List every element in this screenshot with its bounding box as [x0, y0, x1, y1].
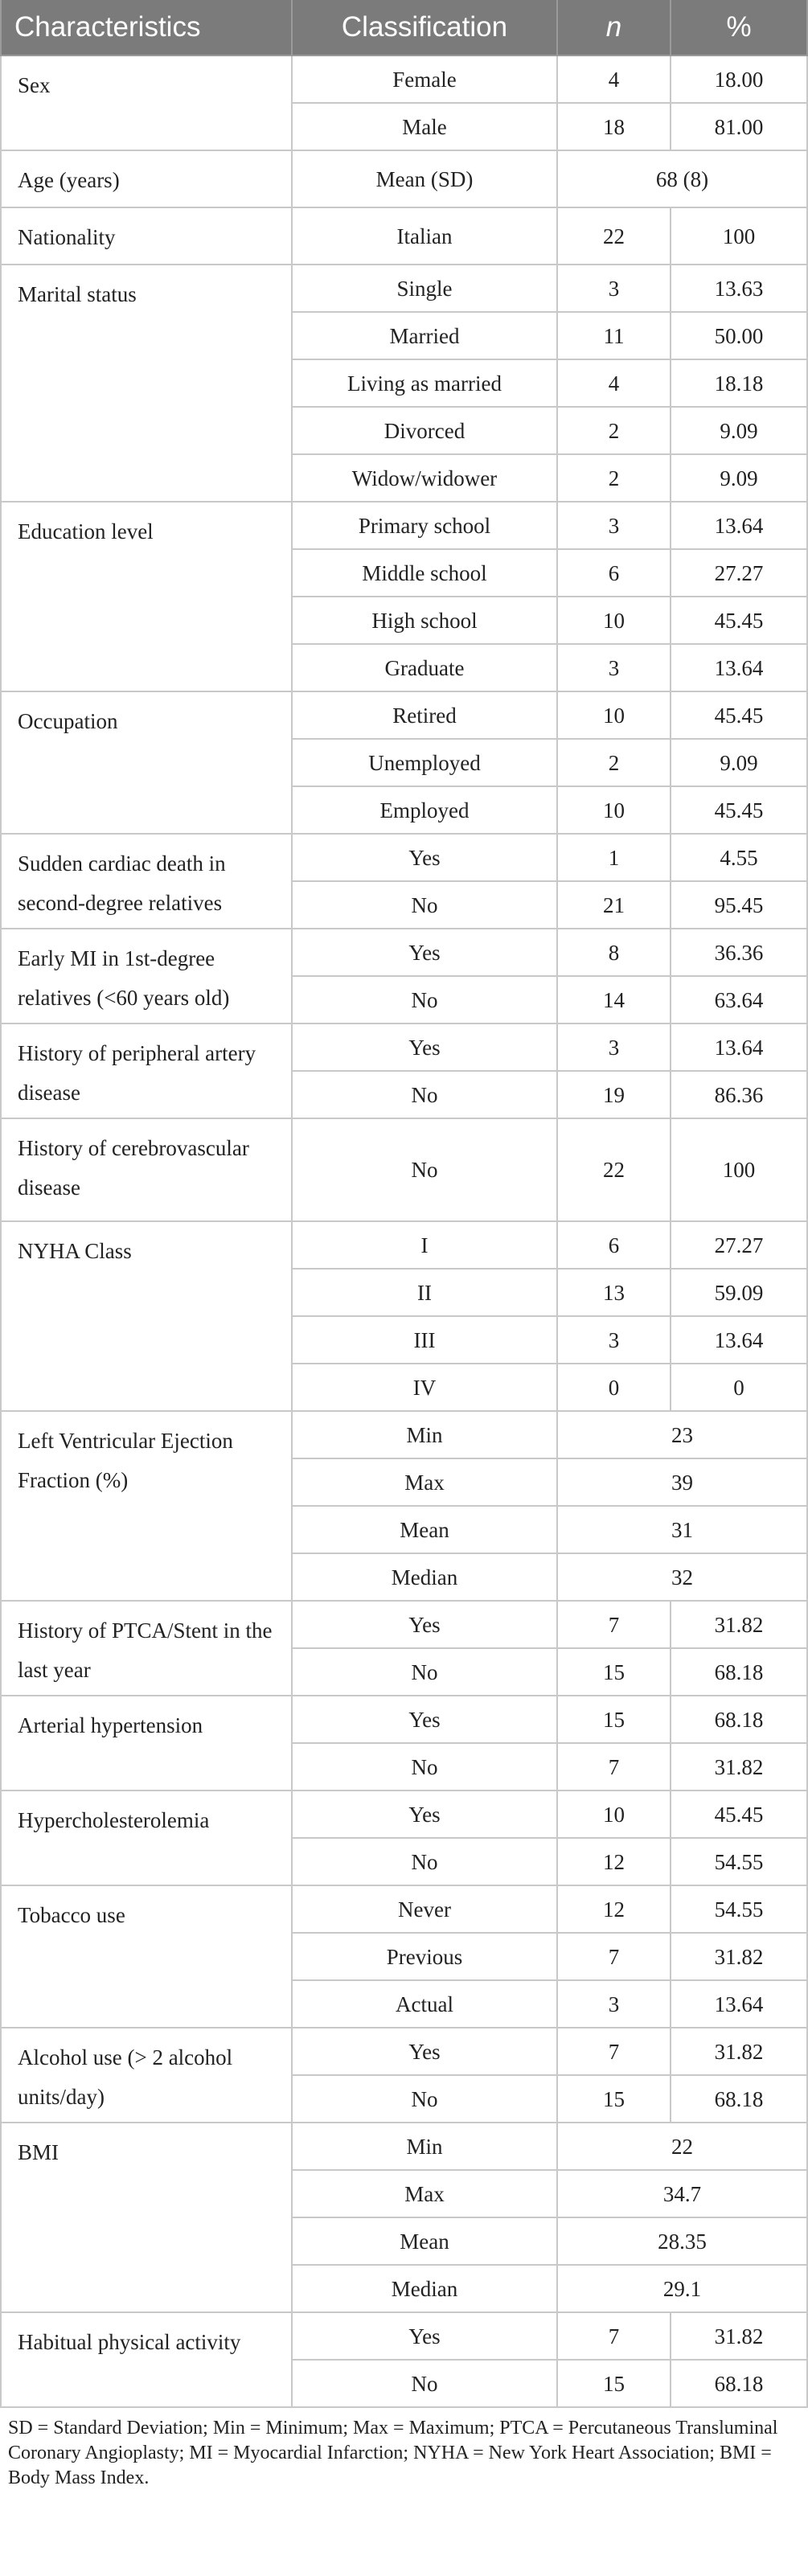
classification-cell: Retired [292, 691, 557, 739]
n-cell: 15 [557, 2075, 671, 2123]
classification-cell: Yes [292, 1790, 557, 1838]
n-cell: 4 [557, 359, 671, 407]
characteristic-label: Occupation [1, 691, 292, 834]
classification-cell: III [292, 1316, 557, 1364]
n-cell: 7 [557, 1601, 671, 1648]
classification-cell: Mean [292, 2217, 557, 2265]
classification-cell: IV [292, 1364, 557, 1411]
classification-cell: High school [292, 597, 557, 644]
merged-value-cell: 31 [557, 1506, 807, 1553]
n-cell: 22 [557, 207, 671, 265]
table-row [1, 55, 807, 103]
n-cell: 10 [557, 786, 671, 834]
characteristic-label: Age (years) [1, 150, 292, 207]
percent-cell: 18.00 [671, 55, 807, 103]
classification-cell: No [292, 2360, 557, 2407]
n-cell: 0 [557, 1364, 671, 1411]
table-row [1, 691, 807, 739]
characteristic-label: Habitual physical activity [1, 2312, 292, 2407]
table-row [1, 265, 807, 312]
merged-value-cell: 39 [557, 1458, 807, 1506]
percent-cell: 13.64 [671, 502, 807, 549]
n-cell: 12 [557, 1838, 671, 1885]
percent-cell: 31.82 [671, 1933, 807, 1980]
characteristic-label: NYHA Class [1, 1221, 292, 1411]
table-row [1, 1601, 807, 1648]
classification-cell: Widow/widower [292, 454, 557, 502]
percent-cell: 13.64 [671, 644, 807, 691]
n-cell: 3 [557, 1316, 671, 1364]
classification-cell: Female [292, 55, 557, 103]
characteristic-label: Sudden cardiac death in second-degree relatives [1, 834, 292, 929]
classification-cell: No [292, 1838, 557, 1885]
percent-cell: 31.82 [671, 2028, 807, 2075]
n-cell: 7 [557, 2312, 671, 2360]
table-footnote: SD = Standard Deviation; Min = Minimum; Max = Maximum; PTCA = Percutaneous Transluminal Coronary Angioplasty; MI = Myocardial Infarction; NYHA = New York Heart Association; BMI = Body Mass Index. [8, 2418, 778, 2488]
classification-cell: Married [292, 312, 557, 359]
table-row [1, 1885, 807, 1933]
characteristic-label: History of PTCA/Stent in the last year [1, 1601, 292, 1696]
n-cell: 6 [557, 549, 671, 597]
n-cell: 10 [557, 597, 671, 644]
classification-cell: Yes [292, 2028, 557, 2075]
classification-cell: Middle school [292, 549, 557, 597]
n-cell: 22 [557, 1118, 671, 1221]
n-cell: 10 [557, 691, 671, 739]
classification-cell: Male [292, 103, 557, 150]
n-cell: 7 [557, 2028, 671, 2075]
percent-cell: 81.00 [671, 103, 807, 150]
merged-value-cell: 68 (8) [557, 150, 807, 207]
classification-cell: Divorced [292, 407, 557, 454]
percent-cell: 45.45 [671, 1790, 807, 1838]
table-row [1, 2028, 807, 2075]
percent-cell: 63.64 [671, 976, 807, 1023]
classification-cell: Min [292, 1411, 557, 1458]
percent-cell: 59.09 [671, 1269, 807, 1316]
percent-cell: 9.09 [671, 407, 807, 454]
merged-value-cell: 23 [557, 1411, 807, 1458]
percent-cell: 18.18 [671, 359, 807, 407]
header-classification: Classification [292, 0, 557, 55]
characteristic-label: Nationality [1, 207, 292, 265]
percent-cell: 50.00 [671, 312, 807, 359]
table-row [1, 1023, 807, 1071]
percent-cell: 31.82 [671, 2312, 807, 2360]
n-cell: 7 [557, 1743, 671, 1790]
classification-cell: Max [292, 1458, 557, 1506]
percent-cell: 86.36 [671, 1071, 807, 1118]
n-cell: 21 [557, 881, 671, 929]
header-n: n [557, 0, 671, 55]
table-header [1, 0, 807, 55]
table-body [1, 55, 807, 2407]
characteristic-label: Marital status [1, 265, 292, 502]
table-row [1, 2123, 807, 2170]
classification-cell: I [292, 1221, 557, 1269]
characteristic-label: Education level [1, 502, 292, 691]
characteristic-label: Tobacco use [1, 1885, 292, 2028]
percent-cell: 13.64 [671, 1980, 807, 2028]
classification-cell: Mean (SD) [292, 150, 557, 207]
classification-cell: No [292, 1648, 557, 1696]
n-cell: 15 [557, 2360, 671, 2407]
classification-cell: Yes [292, 929, 557, 976]
percent-cell: 45.45 [671, 597, 807, 644]
n-cell: 18 [557, 103, 671, 150]
classification-cell: Employed [292, 786, 557, 834]
header-characteristics: Characteristics [1, 0, 292, 55]
table-row [1, 834, 807, 881]
n-cell: 13 [557, 1269, 671, 1316]
header-row [1, 0, 807, 55]
characteristic-label: Hypercholesterolemia [1, 1790, 292, 1885]
merged-value-cell: 28.35 [557, 2217, 807, 2265]
classification-cell: Unemployed [292, 739, 557, 786]
classification-cell: Previous [292, 1933, 557, 1980]
table-row [1, 1221, 807, 1269]
classification-cell: No [292, 1118, 557, 1221]
percent-cell: 31.82 [671, 1743, 807, 1790]
n-cell: 12 [557, 1885, 671, 1933]
percent-cell: 9.09 [671, 454, 807, 502]
percent-cell: 95.45 [671, 881, 807, 929]
percent-cell: 68.18 [671, 1696, 807, 1743]
n-cell: 14 [557, 976, 671, 1023]
n-cell: 3 [557, 1023, 671, 1071]
table-row [1, 150, 807, 207]
table-row [1, 1696, 807, 1743]
characteristic-label: Arterial hypertension [1, 1696, 292, 1790]
classification-cell: Mean [292, 1506, 557, 1553]
classification-cell: Yes [292, 834, 557, 881]
classification-cell: No [292, 2075, 557, 2123]
table-row [1, 929, 807, 976]
classification-cell: No [292, 1071, 557, 1118]
classification-cell: Median [292, 2265, 557, 2312]
characteristic-label: History of cerebrovascular disease [1, 1118, 292, 1221]
n-cell: 19 [557, 1071, 671, 1118]
percent-cell: 27.27 [671, 549, 807, 597]
table-row [1, 502, 807, 549]
percent-cell: 54.55 [671, 1885, 807, 1933]
percent-cell: 4.55 [671, 834, 807, 881]
n-cell: 2 [557, 454, 671, 502]
characteristic-label: Alcohol use (> 2 alcohol units/day) [1, 2028, 292, 2123]
classification-cell: Yes [292, 1696, 557, 1743]
n-cell: 7 [557, 1933, 671, 1980]
n-cell: 4 [557, 55, 671, 103]
classification-cell: Living as married [292, 359, 557, 407]
n-cell: 3 [557, 502, 671, 549]
percent-cell: 31.82 [671, 1601, 807, 1648]
n-cell: 8 [557, 929, 671, 976]
n-cell: 3 [557, 265, 671, 312]
percent-cell: 100 [671, 1118, 807, 1221]
n-cell: 3 [557, 1980, 671, 2028]
n-cell: 15 [557, 1648, 671, 1696]
percent-cell: 13.64 [671, 1023, 807, 1071]
characteristic-label: BMI [1, 2123, 292, 2312]
percent-cell: 9.09 [671, 739, 807, 786]
classification-cell: Single [292, 265, 557, 312]
percent-cell: 13.63 [671, 265, 807, 312]
percent-cell: 68.18 [671, 2075, 807, 2123]
table-row [1, 1790, 807, 1838]
table-row [1, 207, 807, 265]
n-cell: 15 [557, 1696, 671, 1743]
merged-value-cell: 34.7 [557, 2170, 807, 2217]
classification-cell: Italian [292, 207, 557, 265]
percent-cell: 13.64 [671, 1316, 807, 1364]
characteristic-label: Sex [1, 55, 292, 150]
percent-cell: 68.18 [671, 1648, 807, 1696]
n-cell: 2 [557, 407, 671, 454]
classification-cell: Graduate [292, 644, 557, 691]
classification-cell: Max [292, 2170, 557, 2217]
n-cell: 3 [557, 644, 671, 691]
merged-value-cell: 29.1 [557, 2265, 807, 2312]
percent-cell: 0 [671, 1364, 807, 1411]
percent-cell: 54.55 [671, 1838, 807, 1885]
n-cell: 6 [557, 1221, 671, 1269]
classification-cell: Yes [292, 2312, 557, 2360]
percent-cell: 45.45 [671, 691, 807, 739]
classification-cell: Primary school [292, 502, 557, 549]
classification-cell: Median [292, 1553, 557, 1601]
classification-cell: Min [292, 2123, 557, 2170]
percent-cell: 100 [671, 207, 807, 265]
percent-cell: 45.45 [671, 786, 807, 834]
percent-cell: 68.18 [671, 2360, 807, 2407]
n-cell: 10 [557, 1790, 671, 1838]
table-row [1, 1118, 807, 1221]
characteristic-label: Left Ventricular Ejection Fraction (%) [1, 1411, 292, 1601]
percent-cell: 36.36 [671, 929, 807, 976]
header-percent: % [671, 0, 807, 55]
characteristic-label: History of peripheral artery disease [1, 1023, 292, 1118]
classification-cell: No [292, 881, 557, 929]
classification-cell: Never [292, 1885, 557, 1933]
n-cell: 1 [557, 834, 671, 881]
classification-cell: No [292, 1743, 557, 1790]
n-cell: 11 [557, 312, 671, 359]
n-cell: 2 [557, 739, 671, 786]
characteristic-label: Early MI in 1st-degree relatives (<60 years old) [1, 929, 292, 1023]
percent-cell: 27.27 [671, 1221, 807, 1269]
classification-cell: II [292, 1269, 557, 1316]
merged-value-cell: 32 [557, 1553, 807, 1601]
table-row [1, 2312, 807, 2360]
classification-cell: Actual [292, 1980, 557, 2028]
classification-cell: Yes [292, 1023, 557, 1071]
classification-cell: No [292, 976, 557, 1023]
merged-value-cell: 22 [557, 2123, 807, 2170]
table-row [1, 1411, 807, 1458]
classification-cell: Yes [292, 1601, 557, 1648]
